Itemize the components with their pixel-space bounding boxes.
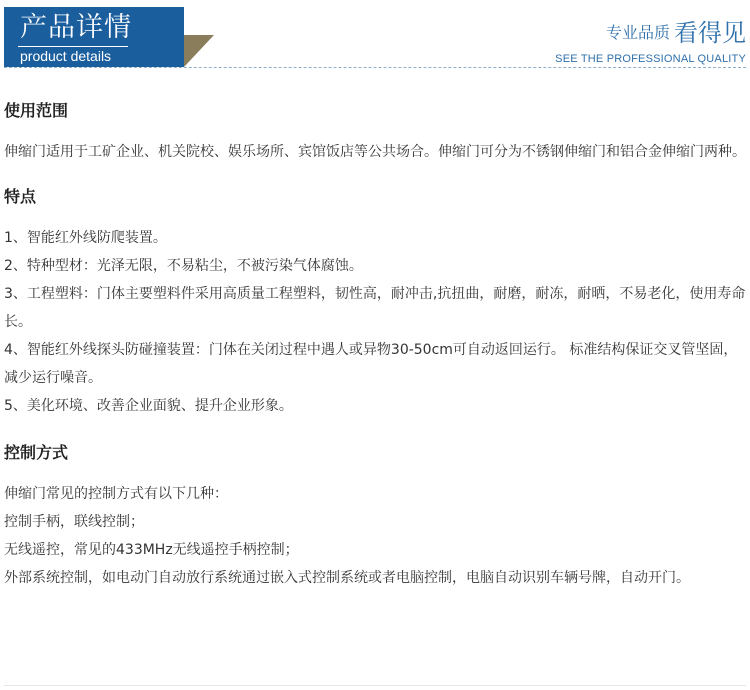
usage-paragraph: 伸缩门适用于工矿企业、机关院校、娱乐场所、宾馆饭店等公共场合。伸缩门可分为不锈钢伸缩门和铝合金伸缩门两种。 [4,144,746,160]
title-underline [18,46,128,47]
slogan-big: 看得见 [674,19,746,47]
control-item: 控制手柄，联线控制； [4,514,144,530]
feature-item: 3、工程塑料：门体主要塑料件采用高质量工程塑料，韧性高，耐冲击,抗扭曲，耐磨，耐冻，耐晒，不易老化，使用寿命长。 [4,286,746,330]
product-description [4,98,748,592]
title-banner [4,7,184,67]
slogan-english: SEE THE PROFESSIONAL QUALITY [555,53,746,65]
header-divider [4,67,746,68]
feature-item: 5、美化环境、改善企业面貌、提升企业形象。 [4,398,293,414]
title-corner-decoration [184,35,214,67]
control-item: 外部系统控制，如电动门自动放行系统通过嵌入式控制系统或者电脑控制，电脑自动识别车辆号牌，自动开门。 [4,570,690,586]
feature-item: 4、智能红外线探头防碰撞装置：门体在关闭过程中遇人或异物30-50cm可自动返回运行。 标准结构保证交叉管坚固，减少运行噪音。 [4,342,738,386]
slogan [555,18,746,66]
bottom-divider [4,685,746,686]
slogan-row [555,18,746,51]
feature-item: 2、特种型材：光泽无限，不易粘尘，不被污染气体腐蚀。 [4,258,363,274]
section-title-usage: 使用范围 [4,101,69,120]
feature-item: 1、智能红外线防爬装置。 [4,230,167,246]
control-item: 伸缩门常见的控制方式有以下几种： [4,486,228,502]
title-english: product details [20,48,112,64]
page-header [0,0,750,70]
section-title-control: 控制方式 [4,443,69,462]
control-item: 无线遥控，常见的433MHz无线遥控手柄控制； [4,542,299,558]
section-title-features: 特点 [4,187,37,206]
slogan-small: 专业品质 [605,23,670,42]
title-chinese: 产品详情 [20,12,132,43]
